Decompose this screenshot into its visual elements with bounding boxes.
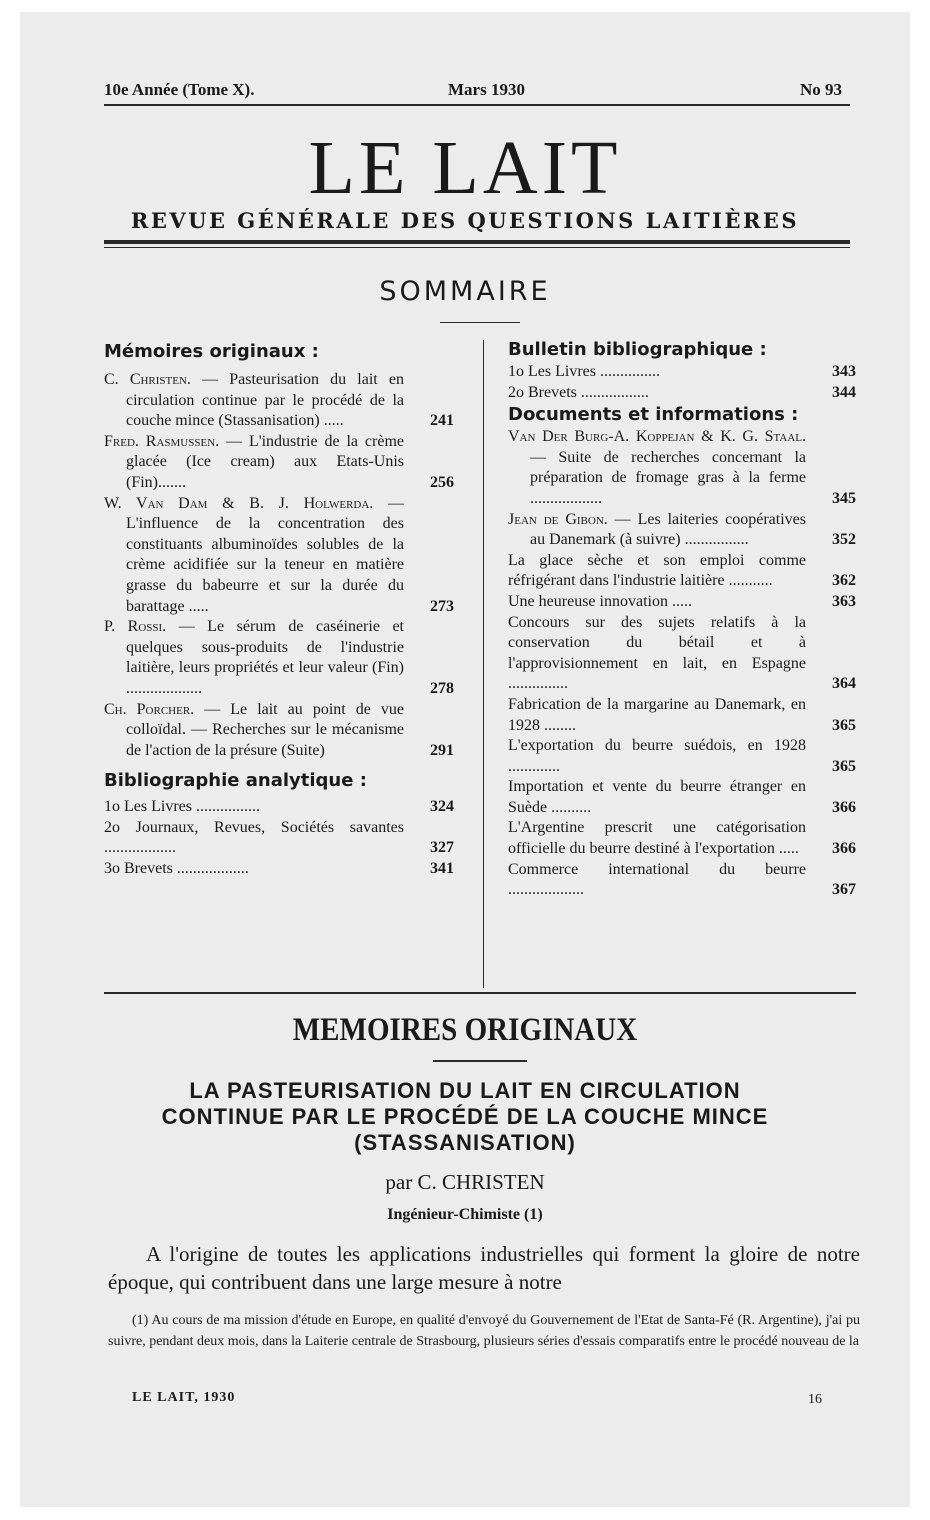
document-entry-text [508, 695, 806, 736]
document-entry-title: — Les laiteries coopératives au Danemark (à suivre) ................ [530, 510, 806, 549]
bibliographie-list [104, 797, 454, 879]
documents-heading: Documents et informations : [508, 404, 799, 426]
memoire-entry-title: — L'influence de la concentration des constituants albuminoïdes solubles de la crème acidifiée sur la teneur en matière grasse du babeurre et sur la durée du barattage ..... [126, 494, 405, 615]
column-divider [483, 340, 484, 988]
document-entry-page: 366 [832, 798, 856, 816]
document-entry-page: 367 [832, 881, 856, 899]
bulletin-entry-page: 344 [832, 383, 856, 401]
document-entry-title: Importation et vente du beurre étranger en Suède .......... [508, 778, 806, 816]
memoire-entry-page: 241 [430, 412, 454, 430]
memoire-entry-author: P. Rossi. [104, 618, 167, 636]
biblio-entry-page: 327 [430, 839, 454, 857]
toc-left-column [104, 340, 454, 880]
article-title-line: LA PASTEURISATION DU LAIT EN CIRCULATION [189, 1078, 741, 1103]
document-entry [508, 510, 856, 551]
biblio-entry [104, 859, 454, 880]
document-entry-text [508, 510, 806, 551]
biblio-entry-page: 324 [430, 798, 454, 816]
bulletin-entry-page: 343 [832, 363, 856, 380]
document-entry-title: Commerce international du beurre ................... [508, 860, 806, 899]
document-entry [508, 613, 856, 695]
sommaire-rule [440, 322, 520, 323]
memoire-entry [104, 432, 454, 494]
section-title: MEMOIRES ORIGINAUX [292, 1012, 638, 1048]
memoire-entry-text [104, 494, 404, 618]
document-entry-title: Fabrication de la margarine au Danemark, en 1928 ........ [508, 695, 806, 734]
memoire-entry-author: C. Christen. [104, 371, 191, 388]
document-entry-title: — Suite de recherches concernant la préparation de fromage gras à la ferme .................. [530, 448, 806, 507]
document-entry-page: 365 [832, 757, 856, 775]
bulletin-entry-text [508, 362, 806, 383]
bulletin-entry-title: 1o Les Livres ............... [508, 363, 660, 380]
journal-subtitle: REVUE GÉNÉRALE DES QUESTIONS LAITIÈRES [130, 208, 800, 233]
biblio-entry-page: 341 [430, 860, 454, 878]
document-entry-page: 345 [832, 489, 856, 507]
bulletin-entry [508, 383, 856, 404]
document-entry-page: 366 [832, 840, 856, 858]
document-entry-page: 352 [832, 531, 856, 549]
document-entry-text [508, 736, 806, 777]
section-title-rule [433, 1060, 527, 1062]
biblio-entry-title: 3o Brevets .................. [104, 860, 249, 878]
document-entry-text [508, 551, 806, 592]
memoire-entry [104, 617, 454, 699]
document-entry-title: L'exportation du beurre suédois, en 1928 ............. [508, 737, 806, 775]
volume-label: 10e Année (Tome X). [104, 80, 255, 99]
document-entry [508, 818, 856, 859]
memoire-entry-title: — L'industrie de la crème glacée (Ice cream) aux Etats-Unis (Fin)....... [126, 432, 404, 491]
footer-journal: LE LAIT, 1930 [132, 1390, 236, 1405]
header-rule [104, 104, 850, 106]
article-body: A l'origine de toutes les applications industrielles qui forment la gloire de notre époque, qui contribuent dans une large mesure à notre [108, 1242, 860, 1294]
bulletin-entry-text [508, 383, 806, 404]
biblio-entry-title: 2o Journaux, Revues, Sociétés savantes .................. [104, 818, 404, 857]
memoire-entry [104, 494, 454, 618]
documents-list [508, 427, 856, 901]
document-entry [508, 551, 856, 592]
article-author: par C. CHRISTEN [385, 1170, 545, 1194]
toc-bottom-rule [104, 992, 856, 994]
biblio-entry [104, 797, 454, 818]
memoire-entry-text [104, 370, 404, 432]
document-entry-text [508, 592, 806, 613]
memoire-entry-page: 278 [430, 679, 454, 697]
biblio-entry-text [104, 859, 404, 880]
document-entry-text [508, 613, 806, 695]
memoire-entry-author: W. Van Dam & B. J. Holwerda. [104, 494, 374, 512]
footnote: (1) Au cours de ma mission d'étude en Europe, en qualité d'envoyé du Gouvernement de l'Etat de Santa-Fé (R. Argentine), j'ai pu suivre, pendant deux mois, dans la Laiterie centrale de Strasbourg, plusieurs séries d'essais comparatifs entre le procédé nouveau de la [108, 1313, 860, 1349]
biblio-entry-title: 1o Les Livres ................ [104, 798, 260, 816]
biblio-entry-text [104, 797, 404, 818]
document-entry-page: 363 [832, 592, 856, 610]
article-title-line: CONTINUE PAR LE PROCÉDÉ DE LA COUCHE MINCE [161, 1104, 769, 1129]
memoire-entry-text [104, 432, 404, 494]
memoire-entry-title: — Le sérum de caséinerie et quelques sous-produits de l'industrie laitière, leurs propriétés et leur valeur (Fin) ................... [126, 618, 405, 697]
article-title-line: (STASSANISATION) [354, 1130, 576, 1155]
bulletin-entry [508, 362, 856, 383]
memoire-entry-page: 273 [430, 597, 454, 615]
document-entry-page: 362 [832, 572, 856, 590]
bulletin-list [508, 362, 856, 403]
bulletin-entry-title: 2o Brevets ................. [508, 383, 649, 401]
document-entry-title: La glace sèche et son emploi comme réfrigérant dans l'industrie laitière ........... [508, 551, 806, 590]
toc-right-column [508, 338, 856, 901]
memoire-entry-title: — Le lait au point de vue colloïdal. — Recherches sur le mécanisme de l'action de la présure (Suite) [126, 700, 404, 759]
biblio-entry [104, 818, 454, 859]
document-entry [508, 427, 856, 509]
subtitle-rule-thick [104, 240, 850, 244]
page-number: 16 [808, 1392, 822, 1407]
document-entry-title: Concours sur des sujets relatifs à la conservation du bétail et à l'approvisionnement en lait, en Espagne ............... [508, 613, 806, 693]
memoires-heading: Mémoires originaux : [104, 341, 319, 362]
memoire-entry-page: 256 [430, 473, 454, 491]
document-entry-title: L'Argentine prescrit une catégorisation officielle du beurre destiné à l'exportation ..... [508, 819, 806, 858]
document-entry-author: Jean de Gibon. [508, 510, 608, 528]
document-entry-text [508, 777, 806, 818]
journal-title: LE LAIT [308, 126, 622, 210]
document-entry-author: Van Der Burg-A. Koppejan & K. G. Staal. [508, 428, 806, 446]
memoire-entry [104, 370, 454, 432]
document-entry-text [508, 860, 806, 901]
document-entry [508, 695, 856, 736]
memoire-entry-author: Fred. Rasmussen. [104, 432, 220, 450]
memoire-entry-title: — Pasteurisation du lait en circulation continue par le procédé de la couche mince (Stassanisation) ..... [126, 371, 404, 430]
document-entry [508, 592, 856, 613]
sommaire-heading: SOMMAIRE [379, 276, 551, 307]
memoire-entry-text [104, 700, 404, 762]
author-role: Ingénieur-Chimiste (1) [387, 1206, 543, 1223]
issue-number: No 93 [800, 80, 843, 99]
memoire-entry-author: Ch. Porcher. [104, 700, 195, 718]
memoire-entry-text [104, 617, 404, 699]
bulletin-heading: Bulletin bibliographique : [508, 339, 767, 360]
biblio-entry-text [104, 818, 404, 859]
memoire-entry-page: 291 [430, 741, 454, 759]
document-entry-title: Une heureuse innovation ..... [508, 592, 692, 610]
document-entry [508, 777, 856, 818]
document-entry-text [508, 427, 806, 509]
document-entry-page: 365 [832, 716, 856, 734]
document-entry-text [508, 818, 806, 859]
document-entry [508, 860, 856, 901]
document-entry [508, 736, 856, 777]
bibliographie-heading: Bibliographie analytique : [104, 770, 367, 792]
memoire-entry [104, 700, 454, 762]
issue-date: Mars 1930 [448, 80, 525, 99]
article-title [0, 1078, 930, 1156]
subtitle-rule-thin [104, 247, 850, 248]
memoires-list [104, 370, 454, 761]
document-entry-page: 364 [832, 675, 856, 693]
